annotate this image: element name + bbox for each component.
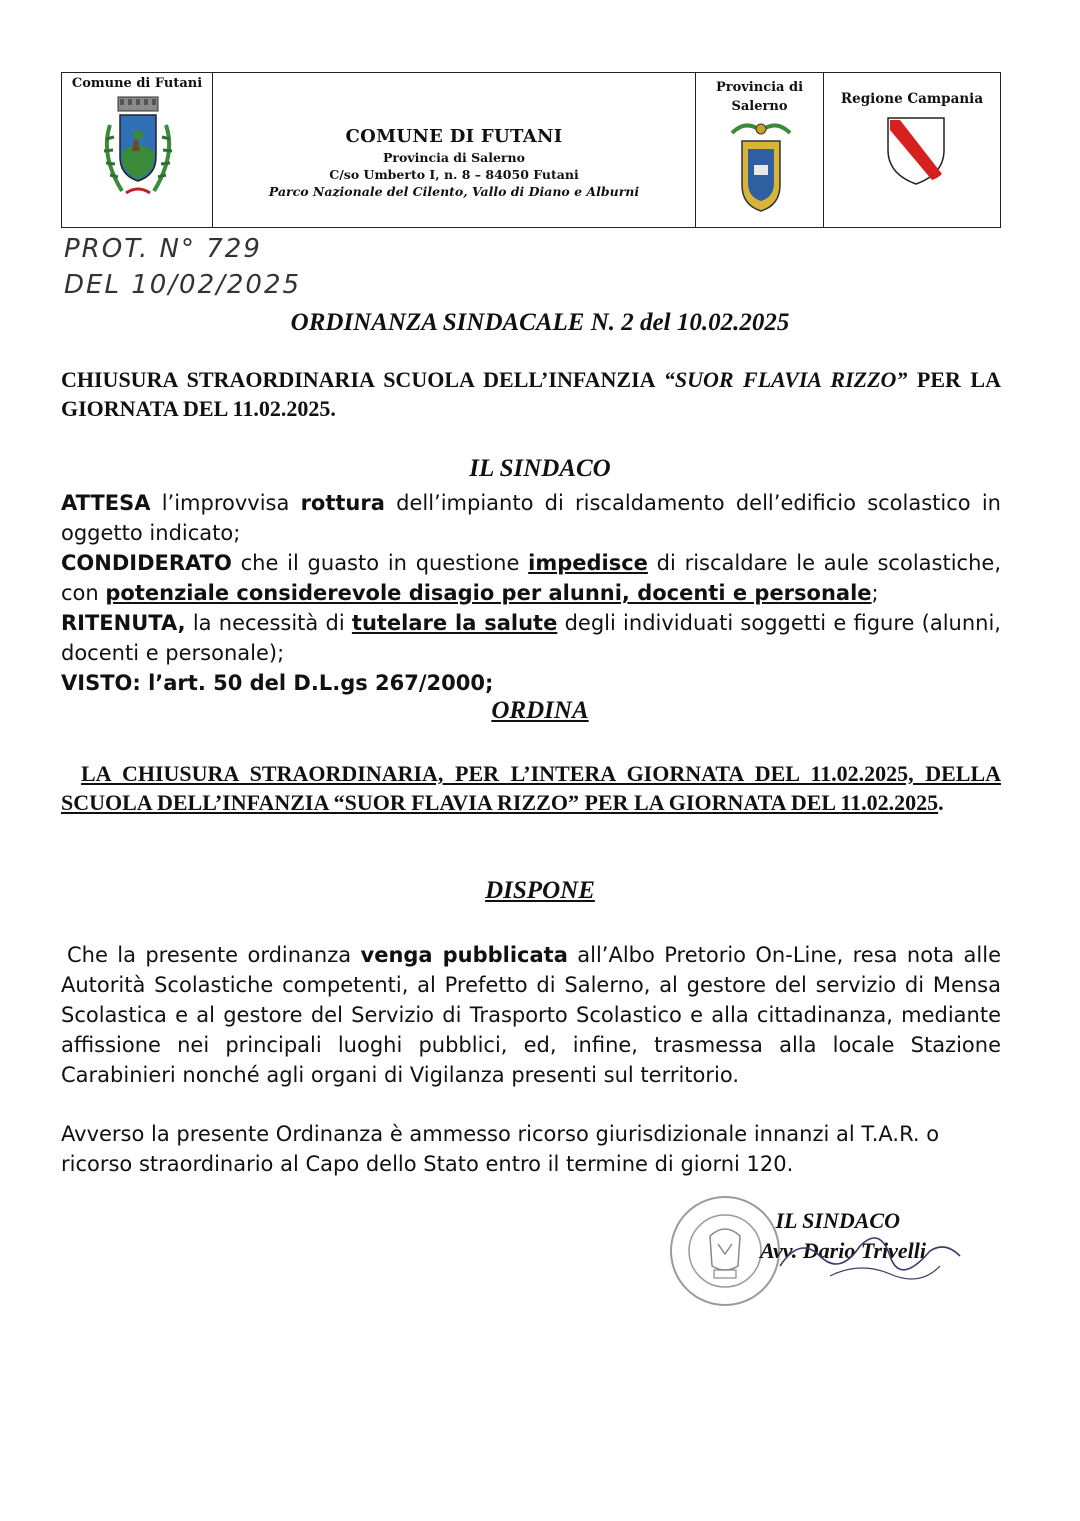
- disposes-text-c: all’Albo Pretorio On-Line, resa nota alle Autorità Scolastiche competenti, al Prefetto di Salerno, al gestore del servizio di Mensa Scolastica e al gestore del Servizio di Trasporto Scolastico e alla cittadinanza, mediante affissione nei principali luoghi pubblici, ed, infine, trasmessa alla locale Stazione Carabinieri nonché agli organi di Vigilanza presenti sul territorio.: [61, 943, 1002, 1087]
- subject-school-name: “SUOR FLAVIA RIZZO”: [663, 367, 908, 392]
- ordinance-title: ORDINANZA SINDACALE N. 2 del 10.02.2025: [290, 309, 790, 336]
- disposes-text: [61, 940, 1001, 1090]
- province-cell: [696, 73, 824, 227]
- ritenuta-label: RITENUTA,: [61, 611, 186, 635]
- considerato-text-c: di riscaldare le aule scolastiche, con: [61, 551, 1001, 605]
- signature-name: Avv. Dario Trivelli: [760, 1238, 926, 1263]
- disposes-text-a: Che la presente ordinanza: [67, 943, 361, 967]
- considerato-end: ;: [871, 581, 879, 605]
- appeal-paragraph: [61, 1119, 1001, 1179]
- ritenuta-text-c: degli individuati soggetti e figure (alunni, docenti e personale);: [61, 611, 1001, 665]
- signature-role: IL SINDACO: [775, 1208, 900, 1233]
- attesa-label: ATTESA: [61, 491, 151, 515]
- ritenuta-emphasis: tutelare la salute: [351, 611, 558, 635]
- ritenuta-text-a: la necessità di: [185, 611, 352, 635]
- subject-part-2: PER LA GIORNATA DEL 11.02.2025.: [61, 367, 1001, 421]
- attesa-text-a: l’improvvisa: [150, 491, 301, 515]
- order-text: [61, 759, 1001, 817]
- campania-region-shield-icon: [886, 116, 946, 186]
- disposes-emphasis: venga pubblicata: [360, 943, 568, 967]
- municipality-cell: [62, 73, 213, 227]
- appeal-text: Avverso la presente Ordinanza è ammesso ricorso giurisdizionale innanzi al T.A.R. o ricorso straordinario al Capo dello Stato entro il termine di giorni 120.: [61, 1122, 940, 1176]
- letterhead-table: [61, 72, 1001, 228]
- futani-coat-of-arms-icon: [92, 95, 184, 207]
- municipality-label: Comune di Futani: [71, 76, 203, 91]
- disposes-paragraph: [61, 940, 1001, 1090]
- considerations-block: [61, 488, 1001, 698]
- visto-text: VISTO: l’art. 50 del D.L.gs 267/2000;: [61, 671, 494, 695]
- region-label: Regione Campania: [840, 91, 984, 107]
- attesa-emphasis: rottura: [300, 491, 385, 515]
- title-cell: [213, 73, 696, 227]
- orders-heading: ORDINA: [491, 697, 589, 724]
- park-line: Parco Nazionale del Cilento, Vallo di Diano e Alburni: [268, 184, 640, 199]
- province-line: Provincia di Salerno: [383, 150, 525, 165]
- attesa-paragraph: [61, 488, 1001, 548]
- ritenuta-paragraph: [61, 608, 1001, 668]
- handwritten-signature-icon: [770, 1216, 970, 1286]
- considerato-emphasis: impedisce: [528, 551, 648, 575]
- considerato-disagio: potenziale considerevole disagio per alunni, docenti e personale: [105, 581, 872, 605]
- province-label: Provincia di Salerno: [715, 80, 804, 114]
- considerato-paragraph: [61, 548, 1001, 608]
- letterhead-title: COMUNE DI FUTANI: [345, 126, 563, 147]
- address-line: C/so Umberto I, n. 8 – 84050 Futani: [329, 167, 579, 182]
- attesa-text-c: dell’impianto di riscaldamento dell’edificio scolastico in oggetto indicato;: [61, 491, 1001, 545]
- subject-part-1: CHIUSURA STRAORDINARIA SCUOLA DELL’INFANZIA: [61, 367, 664, 392]
- order-end: .: [938, 790, 944, 815]
- mayor-heading: IL SINDACO: [469, 455, 611, 482]
- disposes-heading: DISPONE: [485, 877, 595, 904]
- visto-paragraph: [61, 668, 1001, 698]
- protocol-number: PROT. N° 729: [64, 234, 262, 264]
- considerato-text-a: che il guasto in questione: [231, 551, 529, 575]
- considerato-label: CONDIDERATO: [61, 551, 232, 575]
- region-cell: [824, 73, 1000, 227]
- salerno-province-emblem-icon: [726, 119, 796, 215]
- order-body: LA CHIUSURA STRAORDINARIA, PER L’INTERA GIORNATA DEL 11.02.2025, DELLA SCUOLA DELL’INFANZIA “SUOR FLAVIA RIZZO” PER LA GIORNATA DEL 11.02.2025: [61, 761, 1001, 815]
- protocol-date: DEL 10/02/2025: [64, 270, 302, 300]
- ordinance-subject: [61, 365, 1001, 423]
